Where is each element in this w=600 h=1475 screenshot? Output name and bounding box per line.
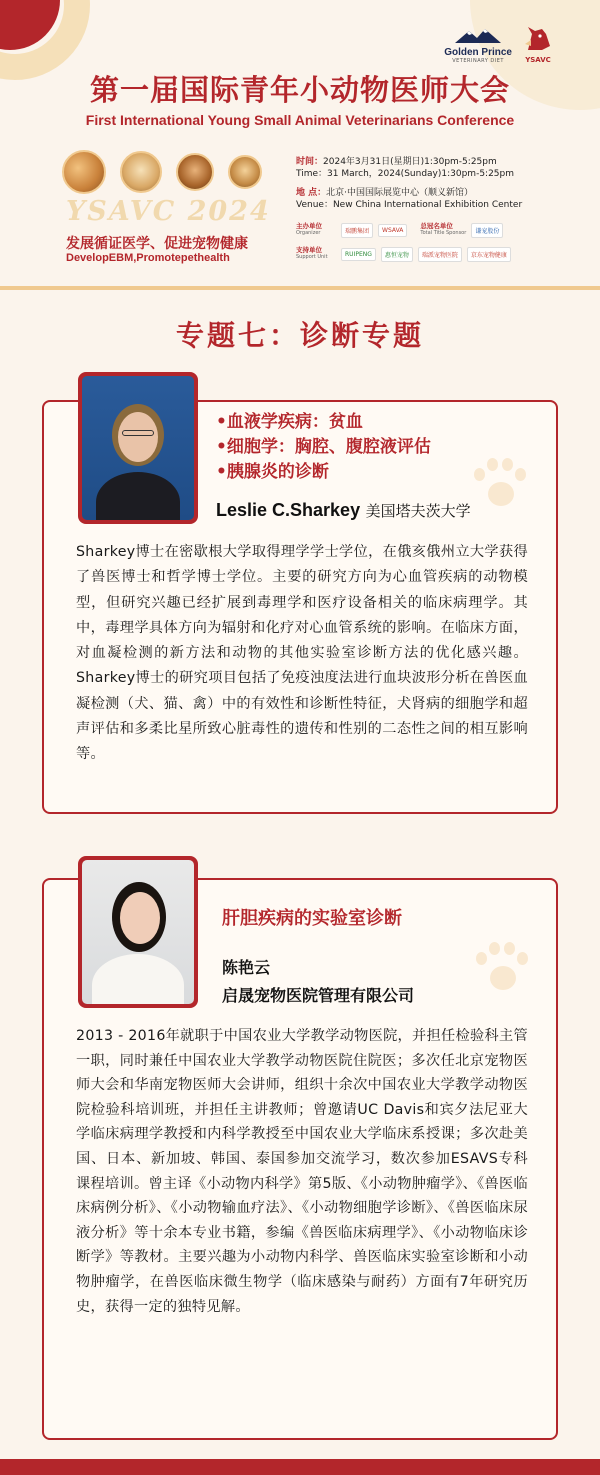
header-logos	[444, 24, 554, 64]
paw-icon	[472, 940, 532, 1000]
support-logo-1: RUIPENG	[341, 248, 376, 261]
venue-en-line: Venue：New China International Exhibition Center	[296, 200, 523, 210]
footer-bar	[0, 1459, 600, 1475]
ysavc-year-mark: YSAVC 2024	[66, 196, 271, 227]
speaker-1-bio: Sharkey博士在密歇根大学取得理学学士学位，在俄亥俄州立大学获得了兽医博士和哲学博士学位。主要的研究方向为心血管疾病的动物模型，但研究兴趣已经扩展到毒理学和医疗设备相关的临床病理学。其中，毒理学具体方向为辐射和化疗对心血管系统的影响。在临床方面，对血凝检测的新方法和动物的其他实验室诊断方法的优化感兴趣。Sharkey博士的研究项目包括了免疫浊度法进行血块波形分析在兽医血凝检测（犬、猫、禽）中的有效性和诊断性特征，犬肾病的细胞学和超声评估和多柔比星所致心脏毒性的遗传和性别的二态性之间的相互影响等。	[76, 544, 528, 763]
time-cn-line: 时间：2024年3月31日(星期日)1:30pm-5:25pm	[296, 157, 497, 167]
section-title: 专题七：诊断专题	[175, 319, 424, 352]
speaker-photo-1	[82, 376, 194, 520]
sponsor-block	[296, 220, 566, 268]
golden-prince-logo	[444, 28, 512, 64]
speaker-2-bio: 2013 - 2016年就职于中国农业大学教学动物医院，并担任检验科主管一职，同时兼任中国农业大学教学动物医院住院医；多次任北京宠物医师大会和华南宠物医师大会讲师，组织十余次中国农业大学教学动物医院检验科培训班，并担任主讲教师；曾邀请UC Davis和宾夕法尼亚大学临床病理学教授和内科学教授至中国农业大学临床系授课；多次赴美国、日本、新加坡、韩国、泰国参加交流学习，数次参加ESAVS专科课程培训。曾主译《小动物内科学》第5版、《小动物肿瘤学》、《兽医临床病例分析》、《小动物输血疗法》、《小动物细胞学诊断》、《兽医临床尿液分析》等十余本专业书籍，参编《兽医临床病理学》、《小动物临床诊断学》等教材。主要兴趣为小动物内科学、兽医临床实验室诊断和小动物肿瘤学，在兽医临床微生物学（临床感染与耐药）方面有7年研究历史，获得一定的独特见解。	[76, 1028, 528, 1315]
ysavc-logo-text: YSAVC	[525, 56, 551, 64]
golden-prince-sub: VETERINARY DIET	[452, 58, 504, 64]
support-logo-3: 瑞派宠物医院	[418, 247, 462, 262]
slogan-cn: 发展循证医学、促进宠物健康	[66, 236, 248, 252]
speaker-1-topics	[216, 410, 431, 485]
support-row	[296, 244, 566, 264]
organizer-row	[296, 220, 566, 240]
header-divider	[0, 286, 600, 290]
time-en-line: Time：31 March，2024(Sunday)1:30pm-5:25pm	[296, 169, 515, 179]
organizer-logo-1: 瑞鹏集团	[341, 223, 373, 238]
support-logo-4: 京东宠物健康	[467, 247, 511, 262]
speaker-1-name: Leslie C.Sharkey	[216, 500, 361, 520]
speaker-2-name: 陈艳云	[222, 958, 271, 977]
event-info	[296, 156, 576, 211]
pet-photos	[62, 150, 262, 194]
pet-photo-cat	[62, 150, 106, 194]
title-sponsor-logo: 谦宠股份	[471, 223, 503, 238]
pet-photo-kitten	[228, 155, 262, 189]
slogan-en: DevelopEBM,Promotepethealth	[66, 252, 230, 264]
speaker-photo-frame-1	[78, 372, 198, 524]
conference-title-en: First International Young Small Animal Veterinarians Conference	[85, 112, 515, 128]
pet-photo-dog	[176, 153, 214, 191]
golden-prince-name: Golden Prince	[444, 47, 512, 58]
speaker-1-org: 美国塔夫茨大学	[365, 502, 471, 520]
organizer-logo-2: WSAVA	[378, 224, 407, 237]
topic-item: •细胞学：胸腔、腹腔液评估	[216, 437, 431, 457]
speaker-photo-2	[82, 860, 194, 1004]
organizer-label: 主办单位 Organizer	[296, 222, 322, 236]
topic-item: •血液学疾病：贫血	[216, 412, 363, 432]
support-logo-2: 惠恒宠物	[381, 247, 413, 262]
venue-cn-line: 地 点：北京·中国国际展览中心（顺义新馆）	[296, 188, 474, 198]
title-sponsor-label: 总冠名单位 Total Title Sponsor	[420, 222, 467, 236]
topic-item: •胰腺炎的诊断	[216, 462, 329, 482]
speaker-1-line	[216, 500, 471, 521]
paw-icon	[470, 456, 530, 516]
pet-photo-puppy	[120, 151, 162, 193]
ysavc-logo	[522, 24, 554, 64]
mountain-icon	[455, 29, 501, 43]
speaker-2-org: 启晟宠物医院管理有限公司	[222, 986, 415, 1005]
speaker-photo-frame-2	[78, 856, 198, 1008]
support-label: 支持单位 Support Unit	[296, 246, 328, 260]
speaker-2-topic: 肝胆疾病的实验室诊断	[222, 908, 402, 929]
conference-title-cn: 第一届国际青年小动物医师大会	[89, 73, 510, 107]
dog-icon	[522, 24, 554, 52]
